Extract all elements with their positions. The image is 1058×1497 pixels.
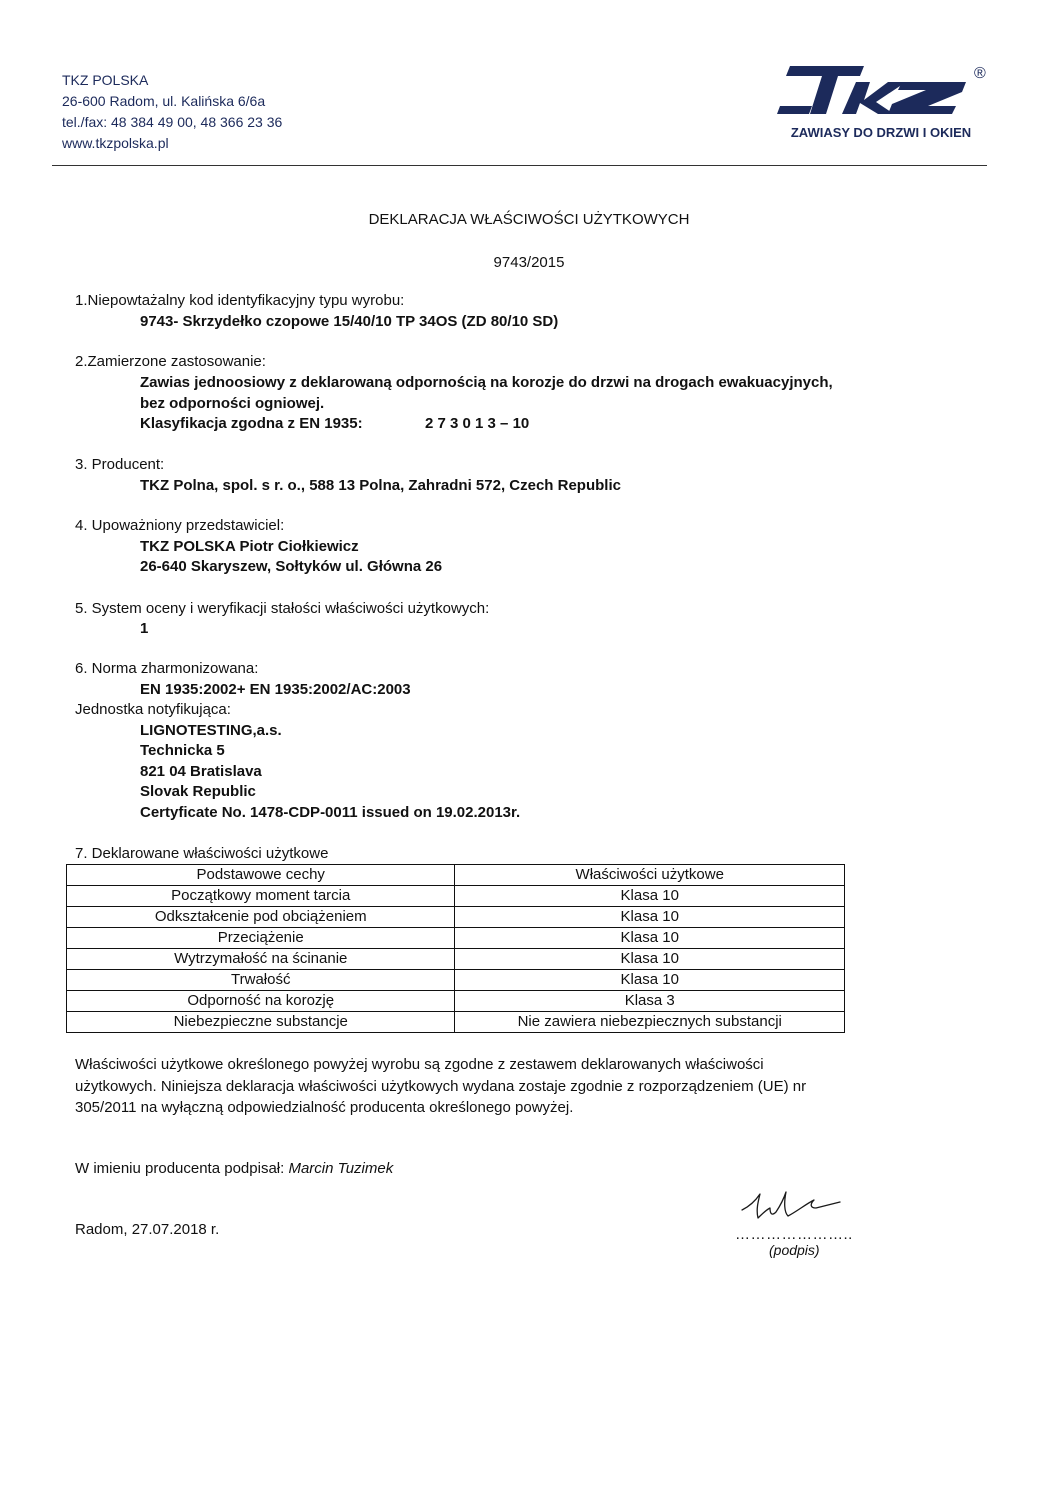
- section-1-label: 1.Niepowtażalny kod identyfikacyjny typu wyrobu:: [75, 292, 405, 309]
- signed-label: W imieniu producenta podpisał:: [75, 1160, 285, 1177]
- table-cell-performance: Klasa 3: [455, 991, 845, 1012]
- table-cell-performance: Klasa 10: [455, 886, 845, 907]
- performance-table: [66, 864, 845, 1033]
- section-2-class-label: Klasyfikacja zgodna z EN 1935:: [140, 415, 363, 432]
- header-divider: [52, 165, 987, 166]
- signature-line: …………………..: [735, 1226, 853, 1243]
- table-cell-feature: Wytrzymałość na ścinanie: [67, 949, 455, 970]
- section-2-label: 2.Zamierzone zastosowanie:: [75, 353, 266, 370]
- section-2-line1: Zawias jednoosiowy z deklarowaną odpornością na korozje do drzwi na drogach ewakuacyjnych,: [140, 374, 833, 391]
- table-cell-feature: Odkształcenie pod obciążeniem: [67, 907, 455, 928]
- section-4-line2: 26-640 Skaryszew, Sołtyków ul. Główna 26: [140, 558, 443, 575]
- table-cell-performance: Nie zawiera niebezpiecznych substancji: [455, 1012, 845, 1033]
- signer-name: Marcin Tuzimek: [288, 1160, 394, 1177]
- conformity-line2: użytkowych. Niniejsza deklaracja właściwości użytkowych wydana zostaje zgodnie z rozporządzeniem (UE) nr: [75, 1078, 807, 1095]
- registered-mark: ®: [974, 65, 986, 82]
- document-number: 9743/2015: [493, 254, 565, 271]
- notified-body-name: LIGNOTESTING,a.s.: [140, 722, 282, 739]
- table-row: [67, 1012, 845, 1033]
- table-header-row: [67, 865, 845, 886]
- notified-body-label: Jednostka notyfikująca:: [75, 701, 231, 718]
- section-1-value: 9743- Skrzydełko czopowe 15/40/10 TP 34OS (ZD 80/10 SD): [140, 313, 559, 330]
- signed-by: [75, 1160, 393, 1177]
- conformity-line1: Właściwości użytkowe określonego powyżej wyrobu są zgodne z zestawem deklarowanych właściwości: [75, 1056, 764, 1073]
- handwritten-signature: [740, 1188, 850, 1228]
- table-cell-feature: Trwałość: [67, 970, 455, 991]
- notified-body-street: Technicka 5: [140, 742, 225, 759]
- notified-body-country: Slovak Republic: [140, 783, 256, 800]
- section-4-line1: TKZ POLSKA Piotr Ciołkiewicz: [140, 538, 359, 555]
- table-row: [67, 970, 845, 991]
- table-cell-feature: Przeciążenie: [67, 928, 455, 949]
- table-cell-performance: Klasa 10: [455, 949, 845, 970]
- notified-body-city: 821 04 Bratislava: [140, 763, 262, 780]
- place-and-date: Radom, 27.07.2018 r.: [75, 1221, 220, 1238]
- section-7-label: 7. Deklarowane właściwości użytkowe: [75, 845, 329, 862]
- document-title: DEKLARACJA WŁAŚCIWOŚCI UŻYTKOWYCH: [368, 211, 690, 228]
- section-4-label: 4. Upoważniony przedstawiciel:: [75, 517, 285, 534]
- tkz-logo: [752, 62, 997, 142]
- table-row: [67, 949, 845, 970]
- company-address: 26-600 Radom, ul. Kalińska 6/6a: [62, 93, 266, 109]
- section-5-label: 5. System oceny i weryfikacji stałości właściwości użytkowych:: [75, 600, 490, 617]
- section-5-value: 1: [140, 620, 149, 637]
- table-cell-performance: Klasa 10: [455, 907, 845, 928]
- section-6-value: EN 1935:2002+ EN 1935:2002/AC:2003: [140, 681, 411, 698]
- table-row: [67, 886, 845, 907]
- company-website[interactable]: www.tkzpolska.pl: [62, 135, 169, 151]
- logo-tagline: ZAWIASY DO DRZWI I OKIEN: [790, 125, 972, 140]
- conformity-line3: 305/2011 na wyłączną odpowiedzialność producenta określonego powyżej.: [75, 1099, 574, 1116]
- section-3-value: TKZ Polna, spol. s r. o., 588 13 Polna, Zahradni 572, Czech Republic: [140, 477, 621, 494]
- signature-caption: (podpis): [769, 1242, 820, 1258]
- section-3-label: 3. Producent:: [75, 456, 165, 473]
- table-cell-performance: Klasa 10: [455, 928, 845, 949]
- table-row: [67, 928, 845, 949]
- company-name: TKZ POLSKA: [62, 72, 149, 88]
- section-2-line2: bez odporności ogniowej.: [140, 395, 325, 412]
- company-header: [62, 70, 282, 154]
- company-phone: tel./fax: 48 384 49 00, 48 366 23 36: [62, 114, 283, 130]
- table-row: [67, 907, 845, 928]
- table-row: [67, 991, 845, 1012]
- section-2-class-value: 2 7 3 0 1 3 – 10: [425, 415, 530, 432]
- table-header-cell: Podstawowe cechy: [67, 865, 455, 886]
- table-header-cell: Właściwości użytkowe: [455, 865, 845, 886]
- section-6-label: 6. Norma zharmonizowana:: [75, 660, 259, 677]
- table-cell-performance: Klasa 10: [455, 970, 845, 991]
- table-cell-feature: Odporność na korozję: [67, 991, 455, 1012]
- table-cell-feature: Początkowy moment tarcia: [67, 886, 455, 907]
- table-cell-feature: Niebezpieczne substancje: [67, 1012, 455, 1033]
- certificate-number: Certyficate No. 1478-CDP-0011 issued on 19.02.2013r.: [140, 804, 521, 821]
